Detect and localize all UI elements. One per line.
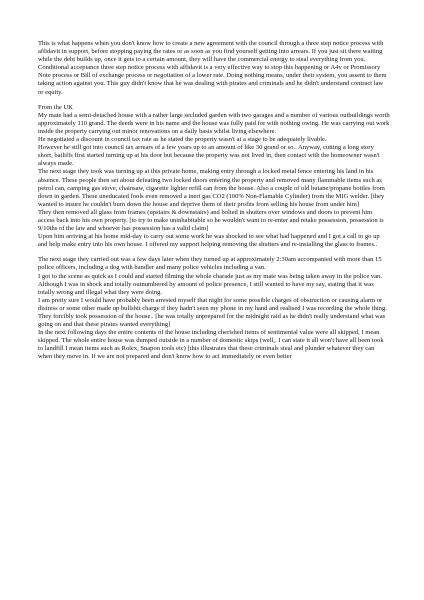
body-paragraph: I am pretty sure I would have probably been arrested myself that night for some possible charges of obstruction or causing alarm or distress or some other made up bullshit charge if they hadn't seen my phone in my hand and realised I was recording the whole thing. bbox=[38, 296, 387, 312]
body-paragraph: In the next following days the entire contents of the house including cherished items of sentimental value were all skipped, I mean skipped. The whole entire house was dumped outside in a number of domestic skips (well,. I can state it all won't have all been took to landfill I mean items such as Rolex, Snapon tools etc) [this illustrates that these criminals steal and plunder whatever they can when they move in. If we are not prepared and don't know how to act immediately or even better bbox=[38, 329, 384, 361]
body-paragraph: They forcibly took possession of the house.. [he was totally unprepared for the midnight raid as he didn't really understand what was going on and that these pirates wanted everything] bbox=[38, 313, 386, 329]
spacer bbox=[38, 249, 390, 256]
body-paragraph: My mate had a semi-detached house with a rather large secluded garden with two garages and a number of various outbuildings worth approximately 110 grand. The deeds were in his name and the house was fully paid for with nothing owing. He was carrying out work inside the property carrying out minor renovations on a daily basis whilst living elsewhere. bbox=[38, 111, 390, 135]
body-paragraph: The next stage they took was turning up at this private home, making entry through a locked metal fence entering his land in his absence. These people then set about defeating two locked doors entering the property and removed many flammable items such as petrol can, camping gas stove, chainsaw, cigarette lighter refill can from the house. Also a couple of old butane/propane bottles from down in garden. These uneducated fools even removed a inert gas CO2 (100% Non-Flamable Cylinder) from the MIG welder. [they wanted to insure he couldn't burn down the house and deprive them of their profits from selling his house from under him] bbox=[38, 168, 385, 208]
body-paragraph: The next stage they carried out was a few days later when they turned up at approximately 2:30am accompanied with more than 15 police officers, including a dog with handler and many police vehicles including a van. bbox=[38, 256, 382, 272]
body-paragraph: However he still got into council tax arrears of a few years up to an amount of like 30 grand or so.. Anyway, cutting a long story short, bailiffs first started turning up at his door but because the property was not lived in, then contact with the homeowner wasn't always made. bbox=[38, 144, 380, 168]
body-paragraph: They then removed all glass from frames (upstairs & downstairs) and bolted in shutters over windows and doors to prevent him access back into his own property. [to try to make uninhabitable so he wouldn't want to re-enter and retake possession, possession is 9/10ths of the law and whoever has possession has a valid claim] bbox=[38, 208, 384, 233]
spacer bbox=[38, 97, 390, 104]
body-paragraph: Upon him arriving at his home mid-day to carry out some work he was shocked to see what had happened and I got a call to go up and help make entry into his own house. I offered my support helping removing the shutters and re-installing the glass to frames.. bbox=[38, 233, 380, 249]
body-paragraph: He negotiated a discount in council tax rate as he stated the property wasn't at a stage to be adequately livable. bbox=[38, 136, 327, 144]
body-paragraph: I got to the scene as quick as I could and started filming the whole charade just as my mate was being taken away in the police van. Although I was in shock and totally outnumbered by amount of police presence, I still wanted to have my say, stating that it was totally wrong and illegal what they were doing. bbox=[38, 272, 382, 296]
section-heading: From the UK bbox=[38, 103, 73, 111]
intro-paragraph: This is what happens when you don't know how to create a new agreement with the council through a three step notice process with affidavit in support, before stopping paying the rates or as soon as you find yourself getting into arrears. If you just sit there waiting while the debt builds up, once it gets to a certain amount, they will have the commercial energy to steal everything from you. Conditional acceptance three step notice process with affidavit is a very effective way to stop this happening or A4v or Promissory Note process or Bill of exchange process or negotiation of a lower rate. Doing nothing means, under their system, you assent to them taking action against you. This guy didn't know that he was dealing with pirates and criminals and he didn't understand contract law or equity. bbox=[38, 40, 387, 96]
